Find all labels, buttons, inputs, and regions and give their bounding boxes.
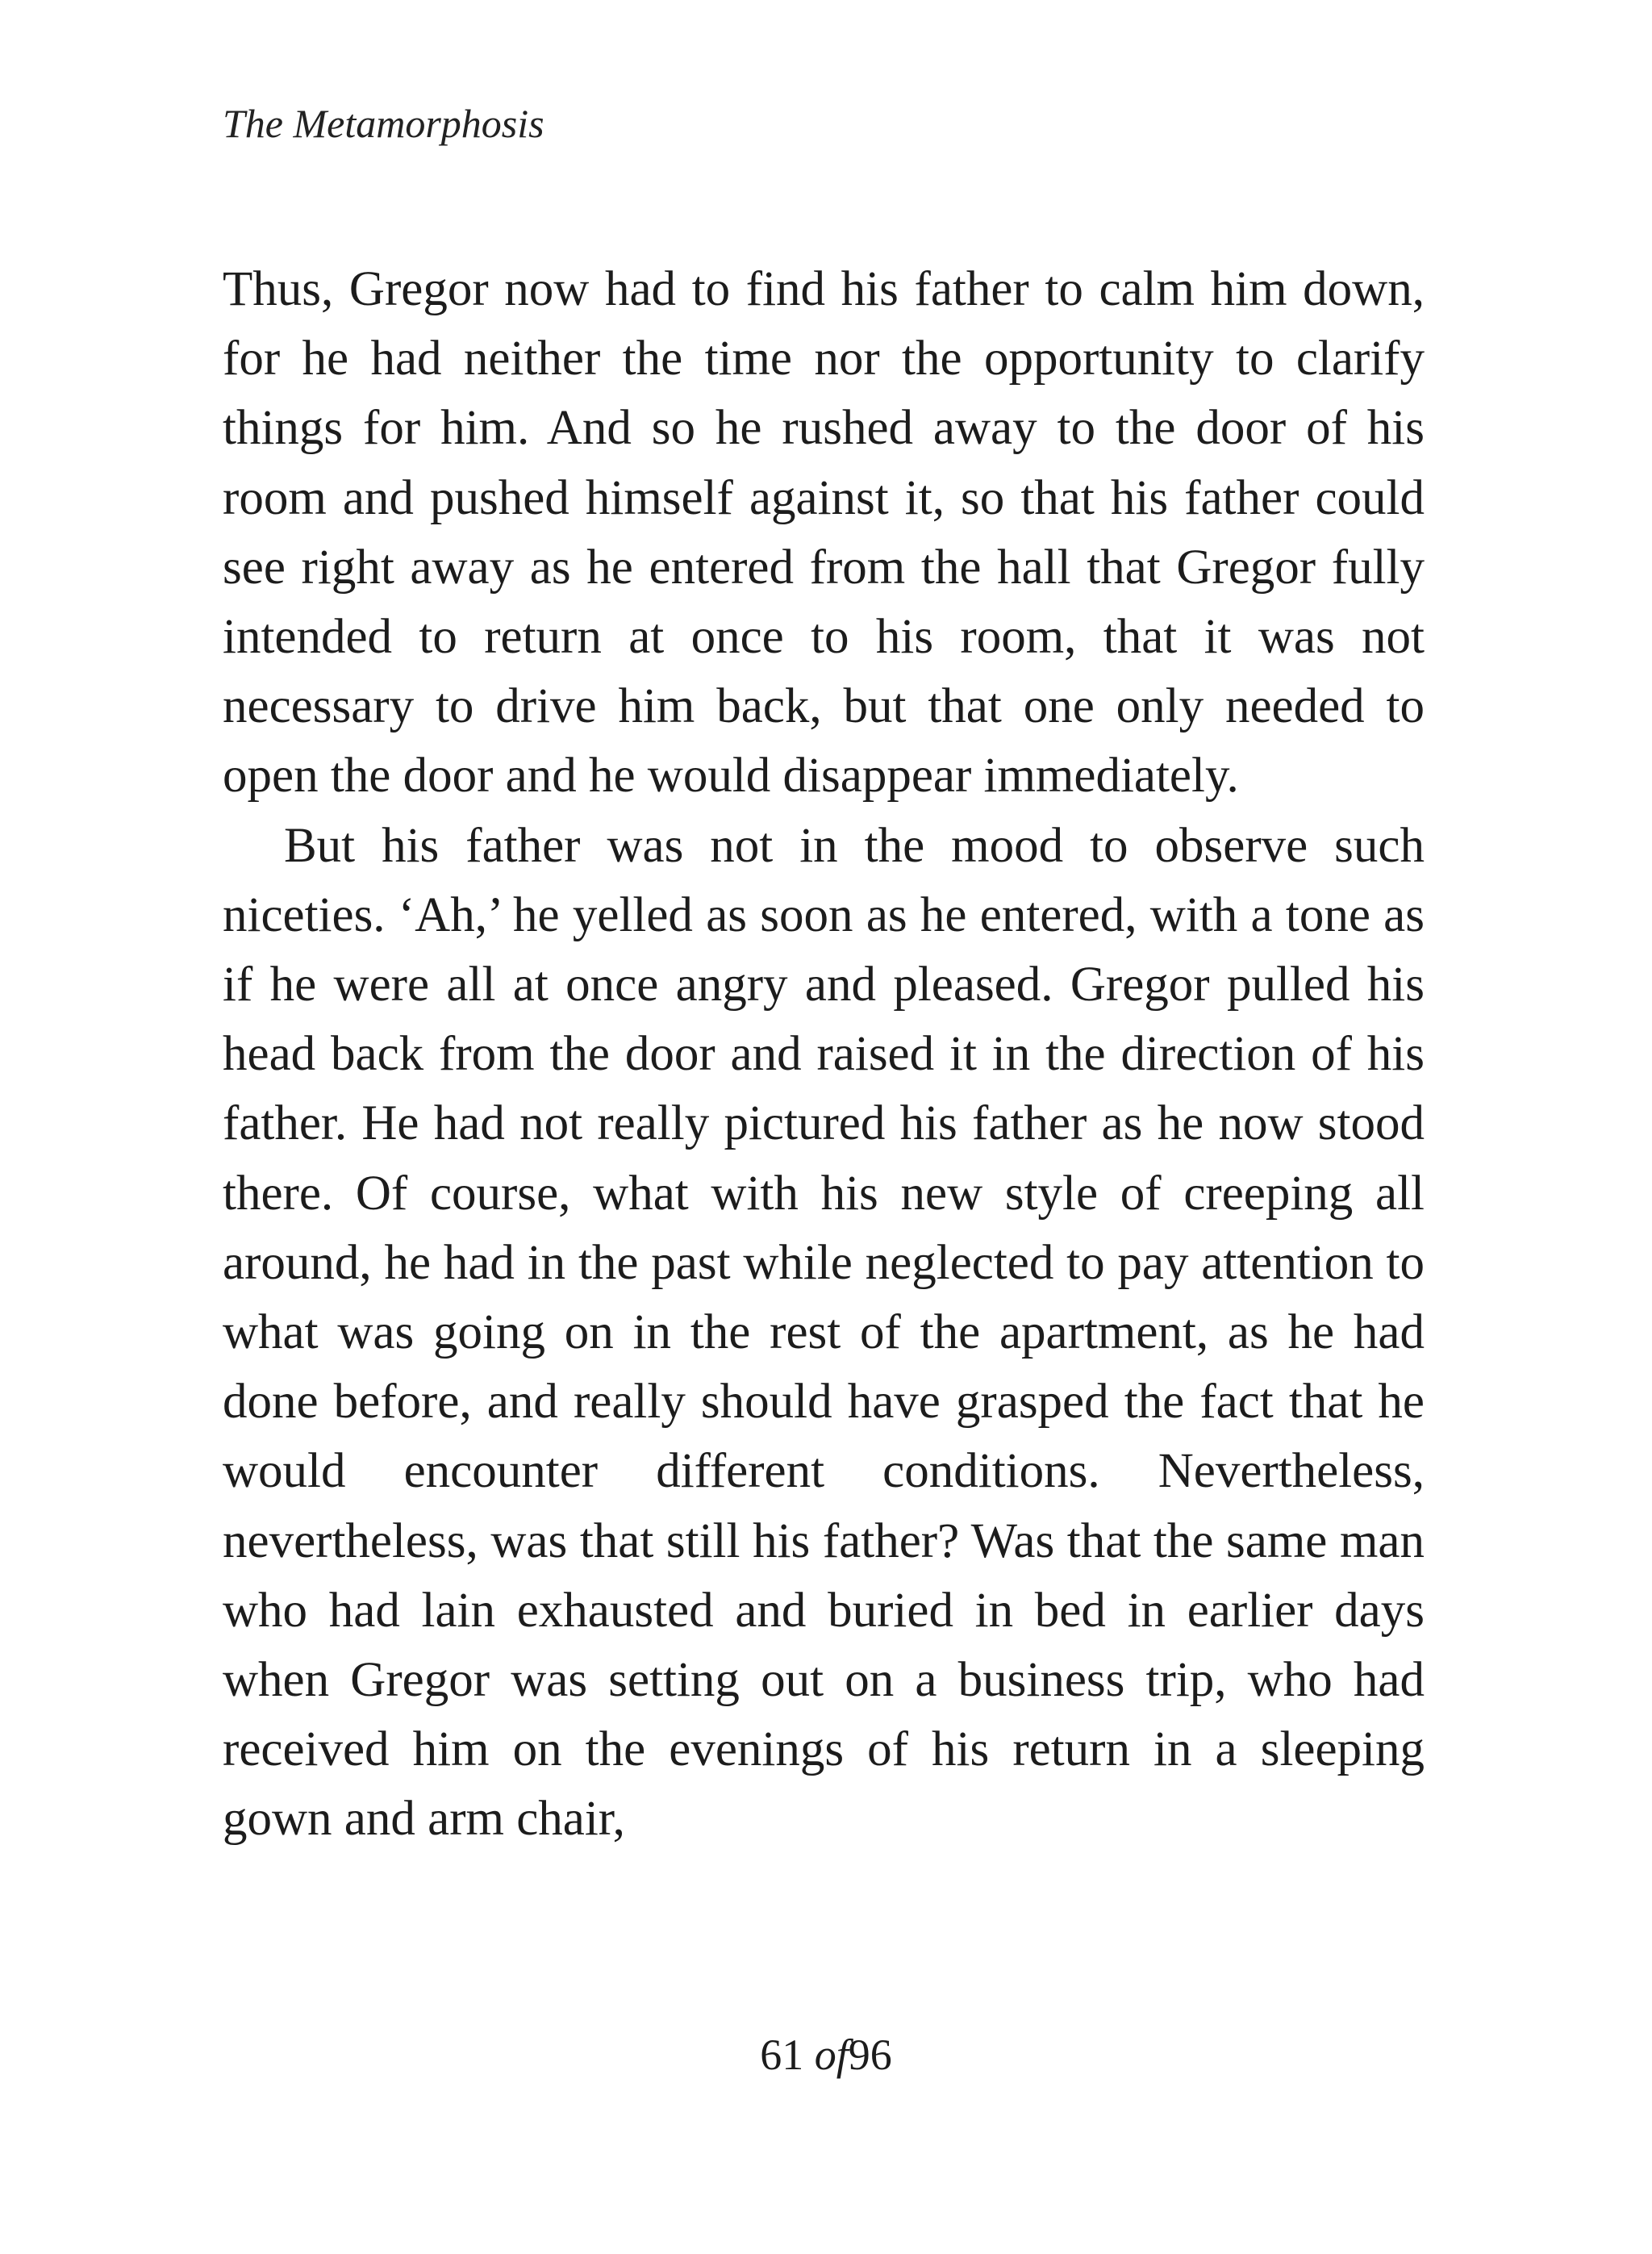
- running-head: The Metamorphosis: [223, 101, 544, 146]
- paragraph: But his father was not in the mood to observe such niceties. ‘Ah,’ he yelled as soon as he entered, with a tone as if he were all at once angry and pleased. Gregor pulled his head back from the door and raised it in the direction of his father. He had not really pictured his father as he now stood there. Of course, what with his new style of creeping all around, he had in the past while neglected to pay attention to what was going on in the rest of the apartment, as he had done before, and really should have grasped the fact that he would encounter different conditions. Nevertheless, nevertheless, was that still his father? Was that the same man who had lain exhausted and buried in bed in earlier days when Gregor was setting out on a business trip, who had received him on the evenings of his return in a sleeping gown and arm chair,: [223, 818, 1425, 1847]
- body-text: [223, 255, 1425, 1855]
- page-current: 61: [760, 2031, 804, 2079]
- page-separator: of: [814, 2031, 849, 2079]
- page-number: [0, 2033, 1652, 2077]
- page-total: 96: [848, 2031, 892, 2079]
- paragraph: Thus, Gregor now had to find his father to calm him down, for he had neither the time nor the opportunity to clarify things for him. And so he rushed away to the door of his room and pushed himself against it, so that his father could see right away as he entered from the hall that Gregor fully intended to return at once to his room, that it was not necessary to drive him back, but that one only needed to open the door and he would disappear immediately.: [223, 262, 1425, 804]
